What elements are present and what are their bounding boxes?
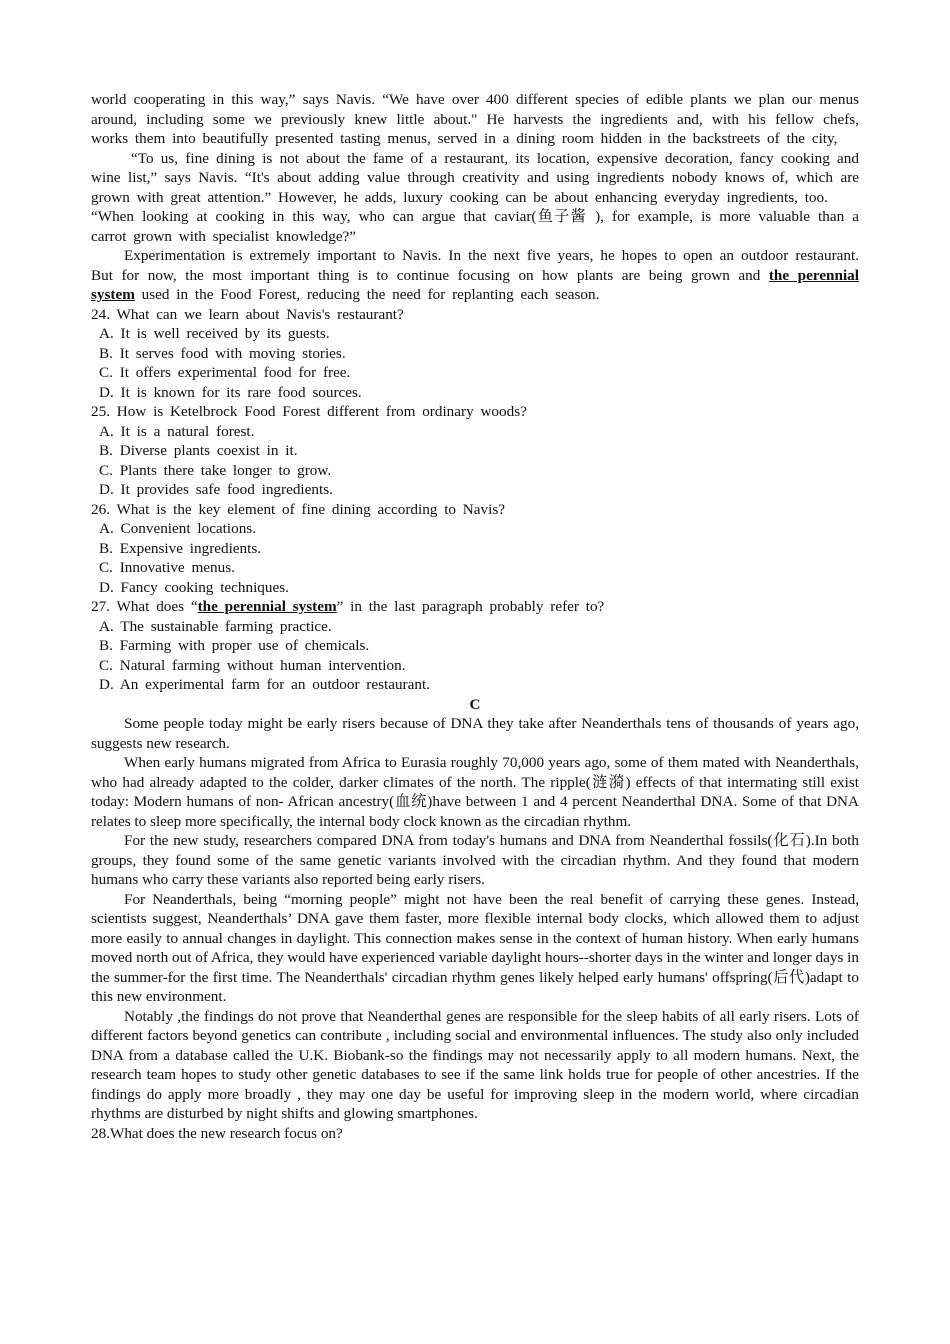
exam-page (91, 90, 859, 1143)
option-b: B. It serves food with moving stories. (99, 344, 346, 362)
passage-b-paragraph-3: “When looking at cooking in this way, who can argue that caviar(鱼子酱 ), for example, is more valuable than a carrot grown with specialist knowledge?” (91, 208, 859, 245)
option-d: D. Fancy cooking techniques. (99, 578, 289, 596)
p4-text-before: Experimentation is extremely important to Navis. In the next five years, he hopes to open an outdoor restaurant. But for now, the most important thing is to continue focusing on how plants are being grown and (91, 247, 859, 284)
section-c-heading: C (469, 695, 481, 713)
p4-perennial-system-term: the perennial system (91, 266, 859, 303)
passage-b-paragraph-2: “To us, fine dining is not about the fame of a restaurant, its location, expensive decoration, fancy cooking and wine list,” says Navis. “It's about adding value through creativity and using ingredients nobody knows of, which are grown with great attention.” However, he adds, luxury cooking can be about enhancing everyday ingredients, too. (91, 149, 859, 206)
option-b: B. Expensive ingredients. (99, 539, 262, 557)
q27-term: the perennial system (197, 598, 337, 615)
question-28-stem: 28.What does the new research focus on? (91, 1124, 343, 1142)
option-c: C. Innovative menus. (99, 559, 235, 576)
option-d: D. An experimental farm for an outdoor restaurant. (99, 676, 430, 693)
question-stem: 25. How is Ketelbrock Food Forest different from ordinary woods? (91, 403, 527, 420)
option-b: B. Diverse plants coexist in it. (99, 442, 298, 459)
q27-before: 27. What does “ (91, 598, 198, 615)
option-a: A. Convenient locations. (99, 520, 257, 537)
question-26 (91, 500, 859, 598)
p4-text-after: used in the Food Forest, reducing the need for replanting each season. (134, 286, 600, 303)
section-c-paragraph-1: Some people today might be early risers because of DNA they take after Neanderthals tens of thousands of years ago, suggests new research. (91, 715, 859, 752)
section-c-paragraph-5: Notably ,the findings do not prove that Neanderthal genes are responsible for the sleep habits of all early risers. Lots of different factors beyond genetics can contribute , including social and environmental influences. The study also only included DNA from a database called the U.K. Biobank-so the findings may not necessarily apply to all modern humans. Next, the research team hopes to study other genetic databases to see if the same link holds true for people of other ancestries. If the findings do apply more broadly , they may one day be useful for improving sleep in the modern world, where circadian rhythms are disturbed by night shifts and glowing smartphones. (91, 1007, 859, 1122)
passage-b-paragraph-4 (91, 246, 859, 305)
option-a: A. The sustainable farming practice. (99, 617, 332, 635)
option-c: C. Natural farming without human intervention. (99, 656, 406, 674)
section-c-paragraph-4: For Neanderthals, being “morning people” might not have been the real benefit of carrying these genes. Instead, scientists suggest, Neanderthals’ DNA gave them faster, more flexible internal body clocks, which allowed them to adjust more easily to annual changes in daylight. This connection makes sense in the context of human history. When early humans moved north out of Africa, they would have experienced variable daylight hours--shorter days in the winter and longer days in the summer-for the first time. The Neanderthals' circadian rhythm genes likely helped early humans' offspring(后代)adapt to this new environment. (91, 890, 859, 1005)
q27-after: ” in the last paragraph probably refer to? (336, 598, 605, 615)
question-24 (91, 305, 859, 403)
option-a: A. It is well received by its guests. (99, 325, 330, 342)
passage-b-paragraph-1: world cooperating in this way,” says Navis. “We have over 400 different species of edible plants we plan our menus around, including some we previously knew little about." He harvests the ingredients and, with his fellow chefs, works them into beautifully presented tasting menus, served in a dining room hidden in the backstreets of the city, (91, 91, 859, 147)
option-c: C. Plants there take longer to grow. (99, 461, 332, 479)
question-stem: 26. What is the key element of fine dining according to Navis? (91, 500, 505, 518)
option-d: D. It is known for its rare food sources. (99, 383, 362, 401)
option-a: A. It is a natural forest. (99, 422, 255, 440)
option-c: C. It offers experimental food for free. (99, 364, 351, 381)
question-stem: 24. What can we learn about Navis's restaurant? (91, 305, 404, 323)
section-c-paragraph-2: When early humans migrated from Africa to Eurasia roughly 70,000 years ago, some of them mated with Neanderthals, who had already adapted to the colder, darker climates of the north. The ripple(涟漪) effects of that intermating still exist today: Modern humans of non- African ancestry(血统)have between 1 and 4 percent Neanderthal DNA. Some of that DNA relates to sleep more specifically, the internal body clock known as the circadian rhythm. (91, 754, 859, 830)
question-27 (91, 597, 859, 695)
option-b: B. Farming with proper use of chemicals. (99, 637, 370, 654)
question-25 (91, 402, 859, 500)
option-d: D. It provides safe food ingredients. (99, 481, 333, 498)
question-stem (91, 597, 859, 617)
section-c-paragraph-3: For the new study, researchers compared DNA from today's humans and DNA from Neanderthal fossils(化石).In both groups, they found some of the same genetic variants involved with the circadian rhythm. And they found that modern humans who carry these variants also reported being early risers. (91, 832, 859, 888)
